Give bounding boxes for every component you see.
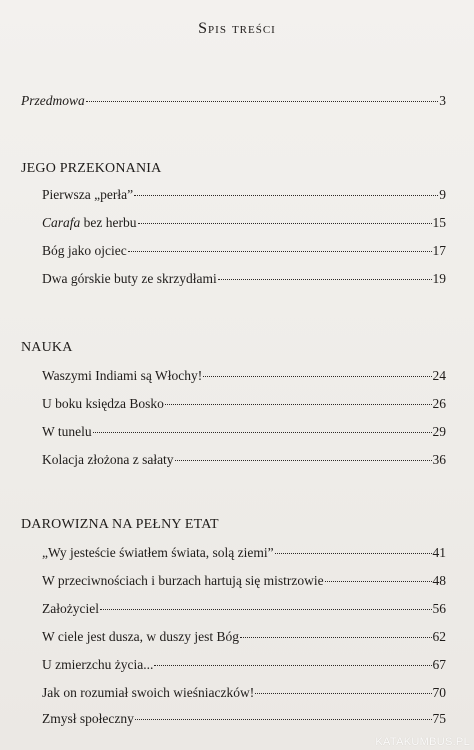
toc-entry-label: Waszymi Indiami są Włochy!: [42, 368, 203, 383]
toc-entry: [42, 395, 446, 413]
toc-entry-label: Dwa górskie buty ze skrzydłami: [42, 271, 217, 286]
section-heading: JEGO PRZEKONANIA: [21, 161, 162, 176]
toc-page-number: 9: [439, 187, 446, 202]
dot-leader: [175, 458, 432, 461]
toc-entry: [42, 242, 446, 260]
toc-entry-label-italic: Carafa: [42, 215, 81, 230]
watermark: KATAKUMBUS.PL: [375, 736, 470, 748]
dot-leader: [275, 551, 432, 554]
dot-leader: [154, 663, 431, 666]
dot-leader: [203, 374, 431, 377]
toc-entry-label: Pierwsza „perła”: [42, 187, 134, 202]
dot-leader: [100, 607, 432, 610]
toc-entry: [42, 451, 446, 469]
toc-entry-label: Bóg jako ojciec: [42, 243, 127, 258]
toc-page-number: 75: [432, 711, 446, 726]
toc-page-number: 67: [432, 657, 446, 672]
toc-page-number: 70: [432, 685, 446, 700]
toc-entry: [42, 600, 446, 618]
toc-page-number: 26: [432, 396, 446, 411]
toc-page-number: 24: [432, 368, 446, 383]
toc-page-number: 29: [432, 424, 446, 439]
toc-entry: [42, 367, 446, 385]
toc-page-number: 48: [432, 573, 446, 588]
toc-entry-preface: [21, 92, 446, 110]
dot-leader: [86, 99, 439, 102]
dot-leader: [135, 717, 432, 720]
toc-page-number: 62: [432, 629, 446, 644]
toc-entry-label: W ciele jest dusza, w duszy jest Bóg: [42, 629, 239, 644]
toc-entry: [42, 423, 446, 441]
toc-entry-label: Zmysł społeczny: [42, 711, 134, 726]
dot-leader: [325, 579, 432, 582]
page-title: Spis treści: [198, 20, 276, 37]
toc-entry: [42, 572, 446, 590]
toc-entry: [42, 628, 446, 646]
toc-entry: [42, 710, 446, 728]
toc-page-number: 15: [432, 215, 446, 230]
toc-entry-label: W tunelu: [42, 424, 92, 439]
toc-entry-label: Jak on rozumiał swoich wieśniaczków!: [42, 685, 255, 700]
dot-leader: [134, 193, 438, 196]
toc-entry-label: U zmierzchu życia...: [42, 657, 154, 672]
toc-entry: [42, 270, 446, 288]
toc-page-number: 41: [432, 545, 446, 560]
toc-page-number: 3: [439, 93, 446, 108]
toc-entry-label: „Wy jesteście światłem świata, solą ziemi”: [42, 545, 274, 560]
toc-page-number: 36: [432, 452, 446, 467]
toc-entry-label: W przeciwnościach i burzach hartują się mistrzowie: [42, 573, 324, 588]
toc-entry-label: Założyciel: [42, 601, 99, 616]
toc-page-number: 17: [432, 243, 446, 258]
dot-leader: [93, 430, 432, 433]
toc-entry-label: [42, 214, 137, 232]
toc-page-number: 56: [432, 601, 446, 616]
section-heading: DAROWIZNA NA PEŁNY ETAT: [21, 517, 219, 532]
dot-leader: [255, 691, 431, 694]
dot-leader: [138, 221, 432, 224]
toc-entry-label: Przedmowa: [21, 93, 85, 108]
section-heading: NAUKA: [21, 340, 73, 355]
toc-entry: [42, 544, 446, 562]
dot-leader: [218, 277, 432, 280]
dot-leader: [128, 249, 432, 252]
toc-entry: [42, 684, 446, 702]
toc-entry: [42, 214, 446, 232]
dot-leader: [165, 402, 432, 405]
dot-leader: [240, 635, 432, 638]
toc-entry-label: U boku księdza Bosko: [42, 396, 164, 411]
toc-entry: [42, 186, 446, 204]
toc-entry-label-rest: bez herbu: [80, 215, 137, 230]
toc-page-number: 19: [432, 271, 446, 286]
toc-entry-label: Kolacja złożona z sałaty: [42, 452, 174, 467]
toc-entry: [42, 656, 446, 674]
